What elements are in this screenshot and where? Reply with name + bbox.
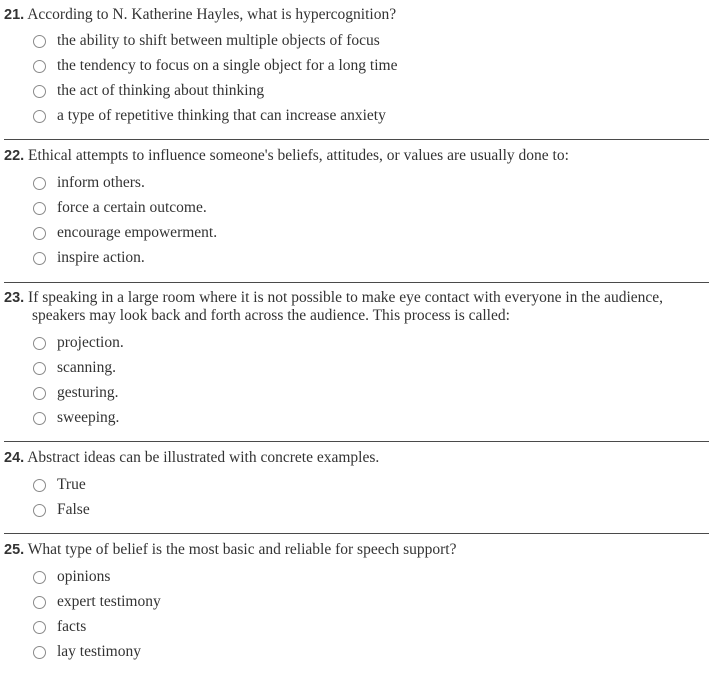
option-label: opinions xyxy=(57,568,111,585)
option-25-c[interactable] xyxy=(33,617,86,637)
option-label: facts xyxy=(57,618,87,635)
option-label: the ability to shift between multiple objects of focus xyxy=(57,32,380,49)
option-label: projection. xyxy=(57,334,124,351)
option-label: inform others. xyxy=(57,174,145,191)
question-21-stem xyxy=(4,6,704,24)
question-text: If speaking in a large room where it is not possible to make eye contact with everyone in the audience, xyxy=(28,289,664,306)
option-21-b[interactable] xyxy=(33,56,397,76)
option-label: sweeping. xyxy=(57,409,120,426)
option-25-d[interactable] xyxy=(33,642,141,662)
radio-button[interactable] xyxy=(33,252,46,265)
question-23-stem xyxy=(4,289,704,307)
radio-button[interactable] xyxy=(33,646,46,659)
option-22-a[interactable] xyxy=(33,173,145,193)
radio-button[interactable] xyxy=(33,110,46,123)
radio-button[interactable] xyxy=(33,596,46,609)
question-divider xyxy=(4,441,709,442)
question-number: 21. xyxy=(4,7,25,23)
question-number: 22. xyxy=(4,148,25,164)
option-21-d[interactable] xyxy=(33,106,386,126)
radio-button[interactable] xyxy=(33,337,46,350)
option-24-a[interactable] xyxy=(33,475,86,495)
radio-button[interactable] xyxy=(33,571,46,584)
option-23-c[interactable] xyxy=(33,383,119,403)
question-text: According to N. Katherine Hayles, what is hypercognition? xyxy=(27,6,397,23)
question-23-stem-continued xyxy=(32,307,702,325)
radio-button[interactable] xyxy=(33,412,46,425)
radio-button[interactable] xyxy=(33,621,46,634)
question-number: 25. xyxy=(4,542,25,558)
question-divider xyxy=(4,533,709,534)
option-label: False xyxy=(57,501,90,518)
option-25-b[interactable] xyxy=(33,592,161,612)
option-23-a[interactable] xyxy=(33,333,124,353)
option-label: expert testimony xyxy=(57,593,161,610)
question-text: What type of belief is the most basic and reliable for speech support? xyxy=(27,541,457,558)
radio-button[interactable] xyxy=(33,85,46,98)
radio-button[interactable] xyxy=(33,362,46,375)
option-22-d[interactable] xyxy=(33,248,145,268)
option-label: True xyxy=(57,476,86,493)
question-text: Abstract ideas can be illustrated with concrete examples. xyxy=(27,449,380,466)
radio-button[interactable] xyxy=(33,202,46,215)
option-label: gesturing. xyxy=(57,384,119,401)
radio-button[interactable] xyxy=(33,35,46,48)
question-24-stem xyxy=(4,449,704,467)
radio-button[interactable] xyxy=(33,504,46,517)
option-label: force a certain outcome. xyxy=(57,199,207,216)
question-number: 24. xyxy=(4,450,25,466)
option-label: encourage empowerment. xyxy=(57,224,218,241)
radio-button[interactable] xyxy=(33,60,46,73)
option-label: lay testimony xyxy=(57,643,141,660)
question-divider xyxy=(4,139,709,140)
option-21-a[interactable] xyxy=(33,31,380,51)
radio-button[interactable] xyxy=(33,227,46,240)
option-23-b[interactable] xyxy=(33,358,116,378)
option-label: scanning. xyxy=(57,359,116,376)
question-number: 23. xyxy=(4,290,25,306)
question-text: speakers may look back and forth across the audience. This process is called: xyxy=(32,307,510,324)
radio-button[interactable] xyxy=(33,177,46,190)
option-22-b[interactable] xyxy=(33,198,207,218)
option-24-b[interactable] xyxy=(33,500,90,520)
radio-button[interactable] xyxy=(33,479,46,492)
option-25-a[interactable] xyxy=(33,567,110,587)
option-23-d[interactable] xyxy=(33,408,119,428)
question-divider xyxy=(4,282,709,283)
option-label: the act of thinking about thinking xyxy=(57,82,265,99)
radio-button[interactable] xyxy=(33,387,46,400)
option-21-c[interactable] xyxy=(33,81,264,101)
option-label: a type of repetitive thinking that can increase anxiety xyxy=(57,107,386,124)
question-25-stem xyxy=(4,541,704,559)
option-label: the tendency to focus on a single object for a long time xyxy=(57,57,398,74)
option-label: inspire action. xyxy=(57,249,145,266)
option-22-c[interactable] xyxy=(33,223,217,243)
question-text: Ethical attempts to influence someone's beliefs, attitudes, or values are usually done to: xyxy=(28,147,569,164)
question-22-stem xyxy=(4,147,704,165)
